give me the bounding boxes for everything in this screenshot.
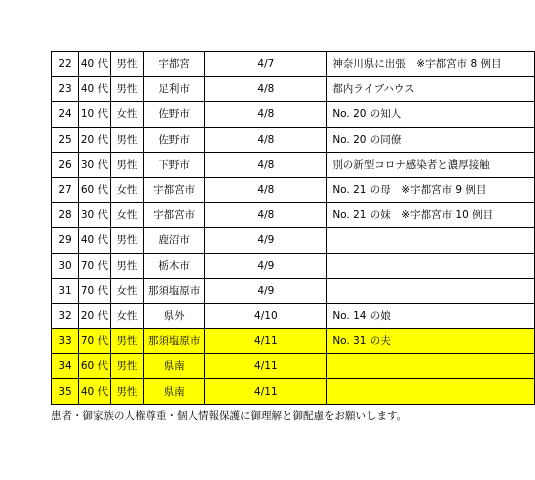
case-date: 4/11 [205, 379, 327, 404]
table-row [52, 278, 535, 303]
case-number: 34 [52, 354, 79, 379]
case-city: 足利市 [143, 77, 204, 102]
case-note: 別の新型コロナ感染者と濃厚接触 [327, 152, 535, 177]
case-number: 30 [52, 253, 79, 278]
case-number: 22 [52, 52, 79, 77]
case-date: 4/8 [205, 77, 327, 102]
case-age: 10 代 [79, 102, 111, 127]
case-note: No. 31 の夫 [327, 329, 535, 354]
case-age: 70 代 [79, 329, 111, 354]
case-sex: 女性 [110, 177, 143, 202]
case-note [327, 379, 535, 404]
case-number: 23 [52, 77, 79, 102]
table-row [52, 354, 535, 379]
case-number: 33 [52, 329, 79, 354]
case-note: No. 20 の同僚 [327, 127, 535, 152]
case-sex: 男性 [110, 228, 143, 253]
case-age: 40 代 [79, 77, 111, 102]
case-number: 35 [52, 379, 79, 404]
table-row [52, 253, 535, 278]
case-age: 40 代 [79, 52, 111, 77]
case-date: 4/9 [205, 253, 327, 278]
case-note [327, 354, 535, 379]
table-row [52, 177, 535, 202]
case-city: 宇都宮 [143, 52, 204, 77]
case-age: 60 代 [79, 177, 111, 202]
case-number: 32 [52, 303, 79, 328]
case-note: No. 20 の知人 [327, 102, 535, 127]
case-date: 4/9 [205, 228, 327, 253]
case-note: 神奈川県に出張 ※宇都宮市 8 例目 [327, 52, 535, 77]
case-date: 4/9 [205, 278, 327, 303]
case-age: 70 代 [79, 278, 111, 303]
case-sex: 男性 [110, 253, 143, 278]
case-rows [52, 52, 535, 405]
table-row [52, 102, 535, 127]
case-date: 4/8 [205, 177, 327, 202]
table-row [52, 77, 535, 102]
case-table [51, 51, 535, 405]
case-age: 30 代 [79, 203, 111, 228]
table-row [52, 152, 535, 177]
case-date: 4/7 [205, 52, 327, 77]
case-sex: 男性 [110, 152, 143, 177]
case-date: 4/11 [205, 329, 327, 354]
case-date: 4/11 [205, 354, 327, 379]
case-city: 宇都宮市 [143, 203, 204, 228]
case-number: 26 [52, 152, 79, 177]
case-number: 27 [52, 177, 79, 202]
case-number: 25 [52, 127, 79, 152]
table-row [52, 203, 535, 228]
case-sex: 女性 [110, 303, 143, 328]
case-city: 鹿沼市 [143, 228, 204, 253]
case-city: 下野市 [143, 152, 204, 177]
case-number: 24 [52, 102, 79, 127]
case-sex: 女性 [110, 278, 143, 303]
case-date: 4/8 [205, 127, 327, 152]
case-city: 県南 [143, 379, 204, 404]
case-date: 4/8 [205, 203, 327, 228]
case-city: 栃木市 [143, 253, 204, 278]
case-sex: 女性 [110, 102, 143, 127]
table-row [52, 127, 535, 152]
case-age: 70 代 [79, 253, 111, 278]
case-age: 60 代 [79, 354, 111, 379]
table-row [52, 303, 535, 328]
case-city: 県外 [143, 303, 204, 328]
table-row [52, 228, 535, 253]
privacy-footnote: 患者・御家族の人権尊重・個人情報保護に御理解と御配慮をお願いします。 [51, 410, 408, 422]
case-sex: 男性 [110, 329, 143, 354]
case-note [327, 278, 535, 303]
case-city: 宇都宮市 [143, 177, 204, 202]
case-sex: 男性 [110, 77, 143, 102]
case-date: 4/10 [205, 303, 327, 328]
case-age: 20 代 [79, 303, 111, 328]
case-number: 31 [52, 278, 79, 303]
case-note: No. 21 の妹 ※宇都宮市 10 例目 [327, 203, 535, 228]
case-age: 40 代 [79, 379, 111, 404]
case-city: 那須塩原市 [143, 329, 204, 354]
case-note [327, 228, 535, 253]
table-row [52, 52, 535, 77]
case-number: 28 [52, 203, 79, 228]
case-sex: 男性 [110, 52, 143, 77]
table-row [52, 329, 535, 354]
case-note: 都内ライブハウス [327, 77, 535, 102]
table-row [52, 379, 535, 404]
case-city: 佐野市 [143, 127, 204, 152]
case-date: 4/8 [205, 102, 327, 127]
case-age: 20 代 [79, 127, 111, 152]
case-number: 29 [52, 228, 79, 253]
case-city: 佐野市 [143, 102, 204, 127]
case-note [327, 253, 535, 278]
case-sex: 女性 [110, 203, 143, 228]
case-note: No. 14 の娘 [327, 303, 535, 328]
case-sex: 男性 [110, 127, 143, 152]
case-city: 那須塩原市 [143, 278, 204, 303]
case-age: 30 代 [79, 152, 111, 177]
case-date: 4/8 [205, 152, 327, 177]
case-city: 県南 [143, 354, 204, 379]
case-age: 40 代 [79, 228, 111, 253]
case-note: No. 21 の母 ※宇都宮市 9 例目 [327, 177, 535, 202]
case-sex: 男性 [110, 379, 143, 404]
case-sex: 男性 [110, 354, 143, 379]
